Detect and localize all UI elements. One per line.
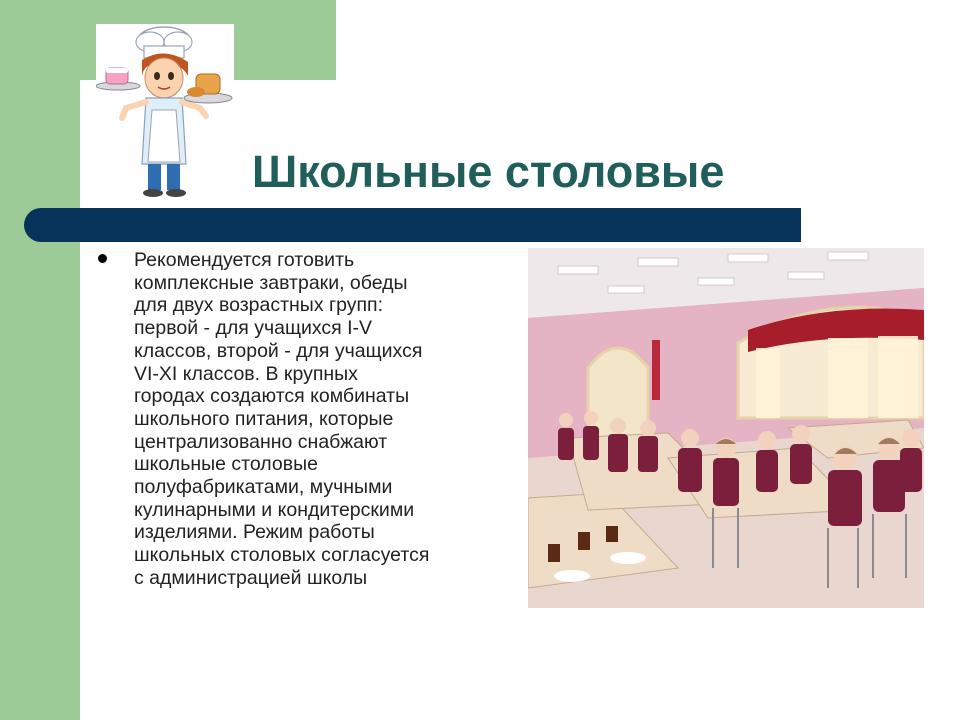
bullet-icon: [98, 254, 107, 263]
body-line: школьного питания, которые: [134, 407, 394, 430]
body-line: первой - для учащихся I-V: [134, 317, 373, 340]
body-line: школьных столовых согласуется: [134, 544, 430, 567]
body-line: кулинарными и кондитерскими: [134, 498, 415, 521]
body-line: с администрацией школы: [134, 566, 368, 589]
chef-clipart: [96, 24, 234, 200]
body-line: классов, второй - для учащихся: [134, 339, 423, 362]
slide-title: Школьные столовые: [252, 146, 725, 197]
canteen-photo: [528, 248, 924, 608]
frame-green-left: [0, 0, 80, 720]
canteen-photo-image: [528, 248, 924, 608]
body-line: Рекомендуется готовить: [134, 249, 355, 271]
title-underline-bar: [24, 208, 801, 242]
body-line: централизованно снабжают: [134, 430, 388, 453]
body-line: комплексные завтраки, обеды: [134, 271, 408, 294]
body-line: для двух возрастных групп:: [134, 294, 384, 317]
body-line: школьные столовые: [134, 453, 318, 476]
body-line: изделиями. Режим работы: [134, 521, 375, 544]
body-paragraph: [134, 249, 509, 590]
body-line: городах создаются комбинаты: [134, 385, 410, 408]
chef-icon: [96, 24, 234, 200]
body-line: полуфабрикатами, мучными: [134, 476, 393, 499]
body-line: VI-XI классов. В крупных: [134, 362, 358, 385]
